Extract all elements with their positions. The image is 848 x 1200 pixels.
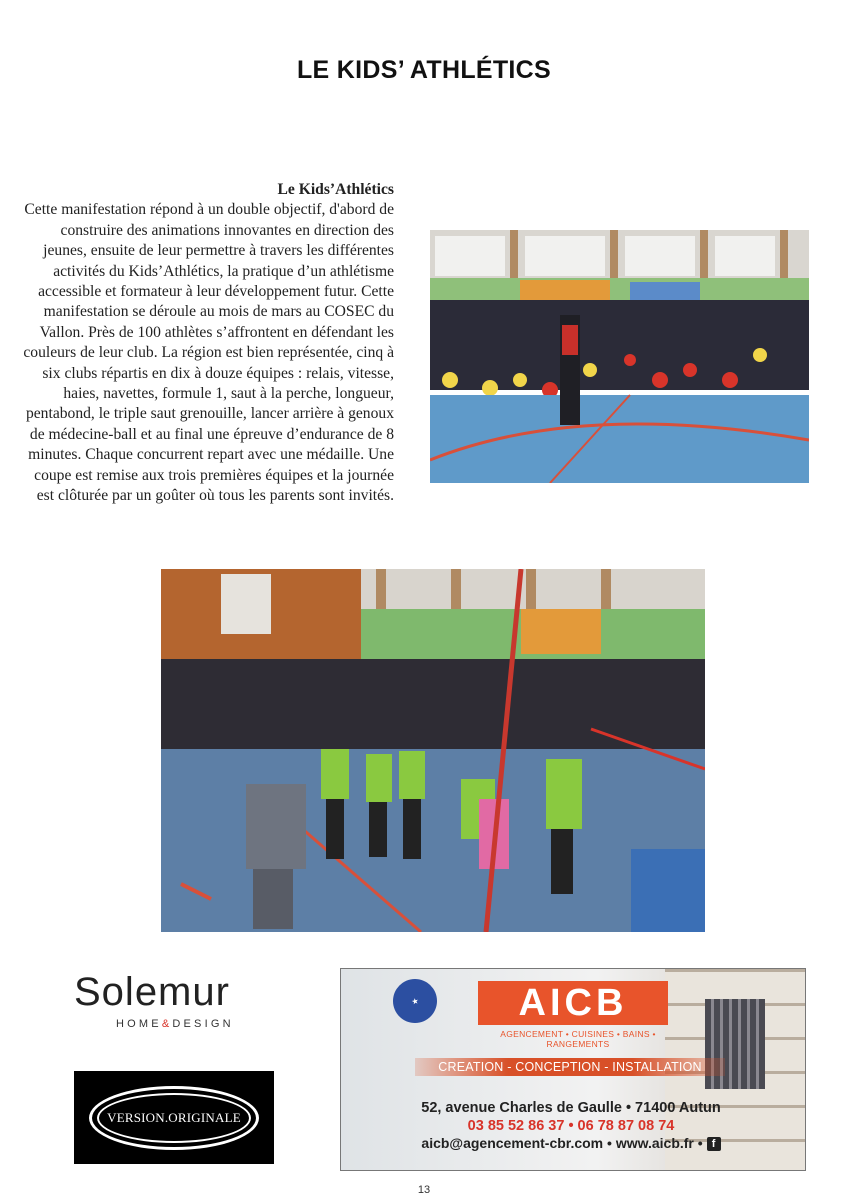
page-title: LE KIDS’ ATHLÉTICS [296,56,552,84]
facebook-icon: f [707,1137,721,1151]
solemur-logo [74,970,279,1040]
photo-kids-pole-vault-image [161,569,705,932]
aicb-tagline-band: CREATION - CONCEPTION - INSTALLATION [415,1058,725,1076]
article-heading: Le Kids’Athlétics [277,181,394,198]
solemur-tagline [74,1018,279,1030]
version-originale-logo [74,1071,274,1164]
version-originale-name: VERSION.ORIGINALE [97,1093,251,1143]
aicb-contact-web [391,1135,751,1151]
solemur-tagline-home: HOME [116,1018,162,1030]
aicb-address: 52, avenue Charles de Gaulle • 71400 Autun [421,1100,721,1116]
article [14,180,394,507]
solemur-name: Solemur [74,970,230,1014]
solemur-tagline-design: DESIGN [172,1018,234,1030]
aicb-badge-icon: ★ [389,975,441,1027]
aicb-phones: 03 85 52 86 37 • 06 78 87 08 74 [467,1118,675,1134]
photo-kids-pole-vault [161,569,705,932]
aicb-services: AGENCEMENT • CUISINES • BAINS • RANGEMENTS [500,1029,656,1049]
version-originale-ellipse [89,1086,259,1150]
photo-kids-seated-gym [430,230,809,483]
article-body: Cette manifestation répond à un double objectif, d'abord de construire des animations innovantes en direction des jeunes, ensuite de leur permettre à travers les différentes activités du Kids’Athlétics, la pratique d’un athlétisme accessible et formateur à leur développement futur. Cette manifestation se déroule au mois de mars au COSEC du Vallon. Près de 100 athlètes s’affrontent en défendant les couleurs de leur club. La région est bien représentée, cinq à six clubs répartis en dix à douze équipes : relais, vitesse, haies, navettes, formule 1, saut à la perche, longueur, pentabond, le triple saut grenouille, lancer arrière à genoux de médecine-ball et au final une épreuve d’endurance de 8 minutes. Chaque concurrent repart avec une médaille. Une coupe est remise aux trois premières équipes et la journée est clôturée par un goûter où tous les parents sont invités. [23,201,394,505]
aicb-logo: AICB [478,981,668,1025]
page-number: 13 [417,1184,431,1196]
aicb-advertisement [340,968,806,1171]
solemur-tagline-amp: & [161,1018,173,1030]
photo-kids-seated-gym-image [430,230,809,483]
aicb-email-website: aicb@agencement-cbr.com • www.aicb.fr • [421,1135,703,1151]
